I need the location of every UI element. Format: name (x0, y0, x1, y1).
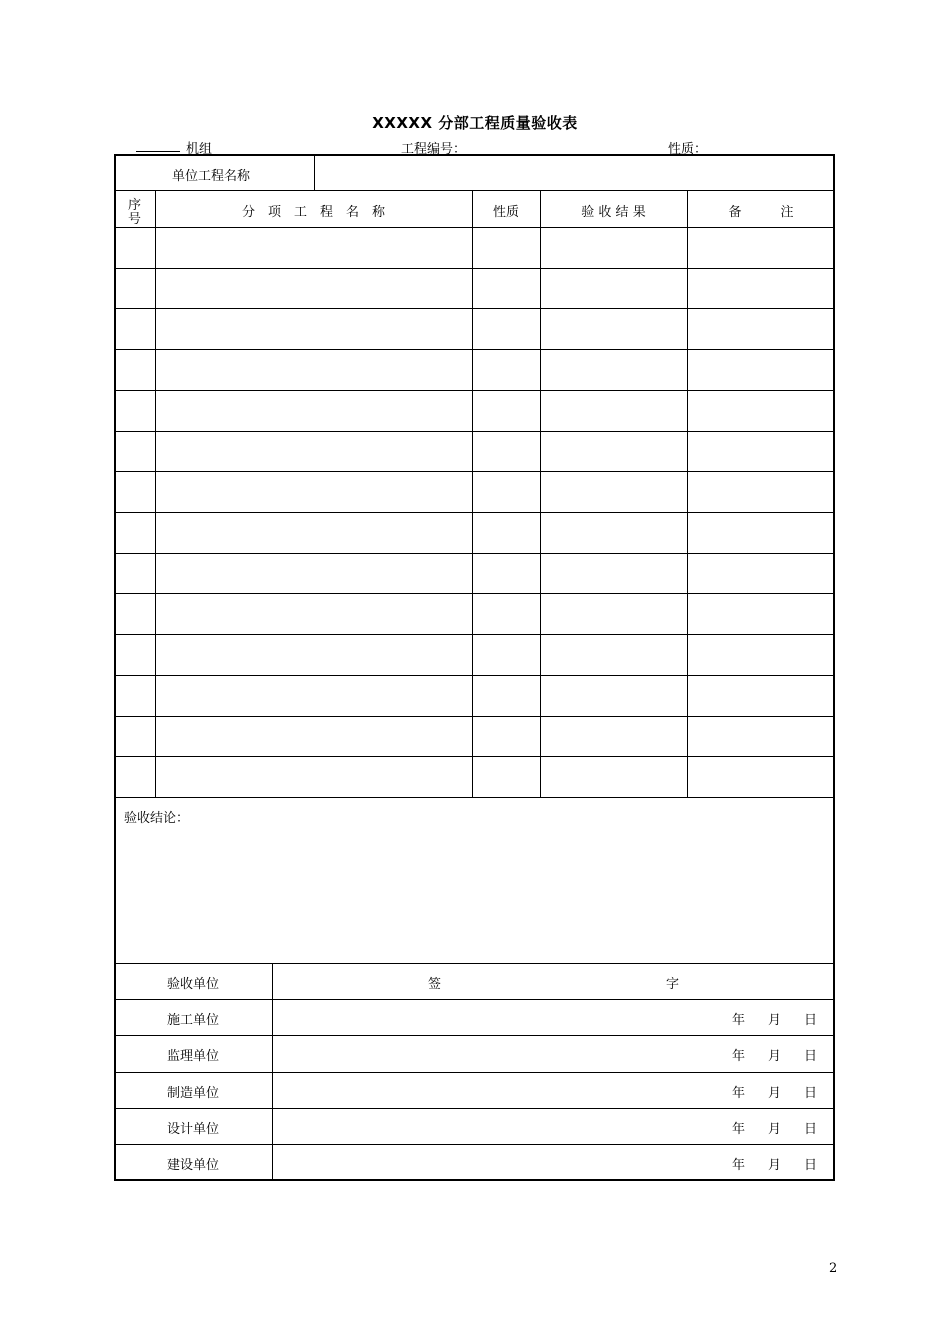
table-row-rule (114, 756, 835, 757)
nature-label: 性质： (668, 142, 708, 157)
column-header-rule (114, 227, 835, 228)
signature-unit-label: 制造单位 (166, 1085, 219, 1101)
signature-date-month: 月 (768, 1013, 782, 1029)
column-rule (472, 190, 473, 797)
signature-unit-header: 验收单位 (166, 977, 219, 993)
header-divider (314, 154, 315, 190)
signature-date-year: 年 (732, 1121, 746, 1137)
signature-row-rule (114, 1035, 835, 1036)
signature-header-right: 字 (666, 977, 680, 993)
col-remark-header: 备 注 (728, 205, 794, 220)
signature-row-rule (114, 1072, 835, 1073)
project-code-label: 工程编号： (401, 142, 467, 157)
table-row-rule (114, 553, 835, 554)
signature-unit-label: 建设单位 (166, 1157, 219, 1173)
table-row-rule (114, 512, 835, 513)
signature-date-year: 年 (732, 1049, 746, 1065)
unit-label: 机组 (186, 142, 213, 157)
unit-project-name-label: 单位工程名称 (172, 169, 251, 184)
form-title: XXXXX 分部工程质量验收表 (372, 114, 578, 132)
signature-date-month: 月 (768, 1157, 782, 1173)
signature-header-left: 签 (428, 977, 442, 993)
column-rule (155, 190, 156, 797)
unit-blank-line (136, 151, 180, 152)
signature-date-month: 月 (768, 1049, 782, 1065)
signature-unit-label: 监理单位 (166, 1049, 219, 1065)
signature-date-year: 年 (732, 1085, 746, 1101)
signature-row-rule (114, 1108, 835, 1109)
table-row-rule (114, 634, 835, 635)
col-result-header: 验 收 结 果 (581, 205, 646, 220)
page-number: 2 (829, 1261, 838, 1276)
table-row-rule (114, 349, 835, 350)
signature-unit-label: 设计单位 (166, 1121, 219, 1137)
signature-row-rule (114, 1144, 835, 1145)
col-seq-header-bottom: 号 (127, 212, 141, 227)
table-row-rule (114, 390, 835, 391)
signature-unit-label: 施工单位 (166, 1013, 219, 1029)
signature-date-year: 年 (732, 1157, 746, 1173)
table-row-rule (114, 675, 835, 676)
table-row-rule (114, 471, 835, 472)
signature-date-month: 月 (768, 1085, 782, 1101)
signature-date-day: 日 (804, 1085, 818, 1101)
signature-date-year: 年 (732, 1013, 746, 1029)
table-row-rule (114, 716, 835, 717)
table-row-rule (114, 431, 835, 432)
header-rule (114, 190, 835, 191)
col-item-name-header: 分 项 工 程 名 称 (241, 205, 385, 220)
table-row-rule (114, 593, 835, 594)
column-rule (687, 190, 688, 797)
conclusion-rule (114, 963, 835, 964)
signature-row-rule (114, 999, 835, 1000)
table-row-rule (114, 268, 835, 269)
signature-date-day: 日 (804, 1121, 818, 1137)
column-rule (540, 190, 541, 797)
table-row-rule (114, 797, 835, 798)
table-row-rule (114, 308, 835, 309)
conclusion-label: 验收结论： (124, 811, 190, 826)
col-nature-header: 性质 (492, 205, 519, 220)
signature-date-day: 日 (804, 1157, 818, 1173)
signature-date-month: 月 (768, 1121, 782, 1137)
signature-date-day: 日 (804, 1049, 818, 1065)
signature-date-day: 日 (804, 1013, 818, 1029)
col-seq-header-top: 序 (127, 198, 141, 213)
